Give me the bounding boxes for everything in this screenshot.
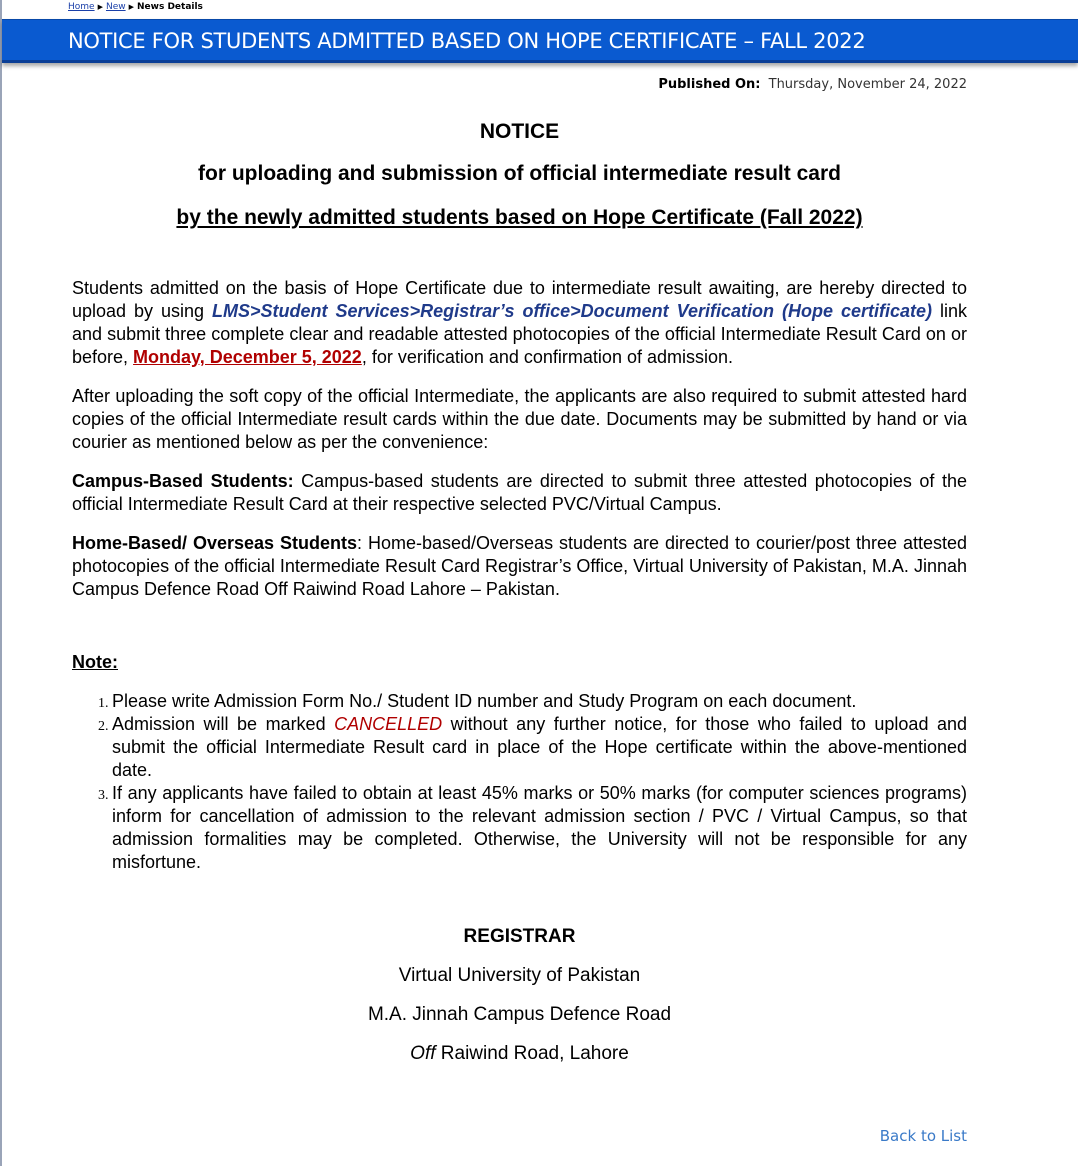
home-label: Home-Based/ Overseas Students <box>72 533 358 553</box>
breadcrumb-arrow-icon: ▶ <box>97 3 103 11</box>
para1-text-b: link and submit three complete clear and readable attested photocopies of the official Intermediate Result Card on or before, <box>72 301 967 367</box>
signature-line-3-italic: Off <box>410 1043 436 1064</box>
home-text: : Home-based/Overseas students are directed to courier/post three attested photocopies of the official Intermediate Result Card Registrar’s Office, Virtual University of Pakistan, M.A. Jinnah Campus Defence Road Off Raiwind Road Lahore – Pakistan. <box>72 533 967 599</box>
breadcrumb-home-link[interactable]: Home <box>68 2 95 12</box>
breadcrumb-new-link[interactable]: New <box>105 2 126 12</box>
signature-line-1: Virtual University of Pakistan <box>398 965 641 986</box>
page-title: NOTICE FOR STUDENTS ADMITTED BASED ON HOPE CERTIFICATE – FALL 2022 <box>68 29 866 53</box>
back-to-list-link[interactable]: Back to List <box>879 1127 967 1145</box>
para1-text-c: , for verification and confirmation of admission. <box>361 347 733 367</box>
page-title-bar <box>2 19 1078 63</box>
notice-subheading-2: by the newly admitted students based on Hope Certificate (Fall 2022) <box>176 206 863 229</box>
note-heading: Note: <box>72 652 118 672</box>
notice-heading: NOTICE <box>479 120 560 143</box>
page-left-border <box>0 0 2 1166</box>
notice-paragraph-1 <box>72 277 967 369</box>
lms-path: LMS>Student Services>Registrar’s office>Document Verification (Hope certificate) <box>212 301 932 321</box>
note-item <box>112 713 967 782</box>
note-list <box>72 690 967 874</box>
signature-line-2: M.A. Jinnah Campus Defence Road <box>367 1004 672 1025</box>
notice-content <box>72 112 967 1073</box>
cancelled-text: CANCELLED <box>334 714 443 734</box>
published-label: Published On: <box>658 77 761 92</box>
note-item2-text-a: Admission will be marked <box>112 714 335 734</box>
due-date: Monday, December 5, 2022 <box>133 347 362 367</box>
home-based-paragraph <box>72 532 967 601</box>
note-item2-text-b: without any further notice, for those who failed to upload and submit the official Intermediate Result card in place of the Hope certificate within the above-mentioned date. <box>112 714 967 780</box>
campus-text: Campus-based students are directed to submit three attested photocopies of the official Intermediate Result Card at their respective selected PVC/Virtual Campus. <box>72 471 967 514</box>
published-date <box>658 76 967 94</box>
signature-title: REGISTRAR <box>463 926 576 947</box>
note-item: 3. If any applicants have failed to obtain at least 45% marks or 50% marks (for computer sciences programs) inform for cancellation of admission to the relevant admission section / PVC / Virtual Campus, so that admission formalities may be completed. Otherwise, the University will not be responsible for any misfortune. <box>112 782 967 874</box>
breadcrumb-current: News Details <box>137 2 203 12</box>
breadcrumb-arrow-icon: ▶ <box>128 3 134 11</box>
published-value: Thursday, November 24, 2022 <box>768 77 967 92</box>
para1-text-a: Students admitted on the basis of Hope Certificate due to intermediate result awaiting, are hereby directed to upload by using <box>72 278 967 321</box>
notice-subheading: for uploading and submission of official intermediate result card <box>198 162 841 185</box>
campus-label: Campus-Based Students: <box>72 471 294 491</box>
signature-line-3-rest: Raiwind Road, Lahore <box>435 1043 629 1064</box>
campus-based-paragraph <box>72 470 967 516</box>
notice-paragraph-2: After uploading the soft copy of the official Intermediate, the applicants are also required to submit attested hard copies of the official Intermediate result cards within the due date. Documents may be submitted by hand or via courier as mentioned below as per the convenience: <box>72 386 967 452</box>
note-item: 1. Please write Admission Form No./ Student ID number and Study Program on each document. <box>112 690 967 713</box>
breadcrumb <box>68 0 203 14</box>
signature-line-3 <box>72 1034 967 1073</box>
